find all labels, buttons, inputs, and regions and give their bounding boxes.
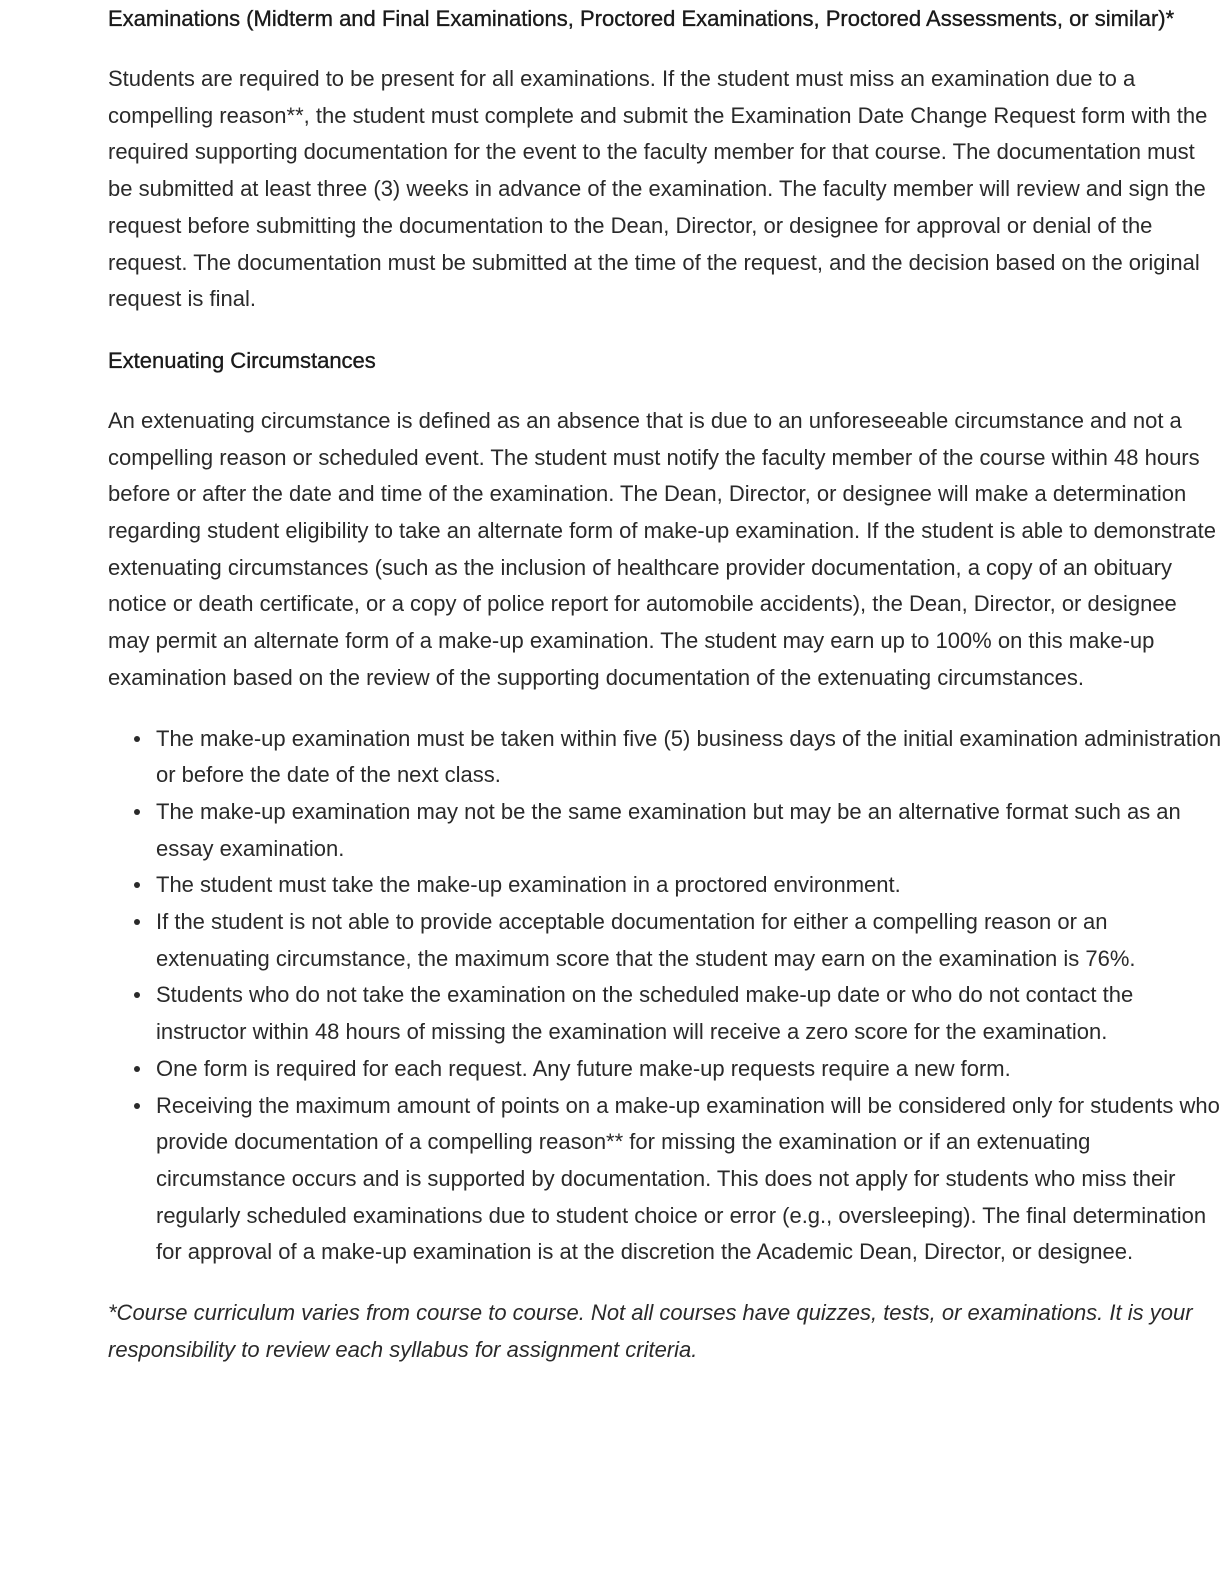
- document-page: [108, 0, 1224, 1369]
- list-item: Receiving the maximum amount of points on a make-up examination will be considered only for students who provide documentation of a compelling reason** for missing the examination or if an extenuating circumstance occurs and is supported by documentation. This does not apply for students who miss their regularly scheduled examinations due to student choice or error (e.g., oversleeping). The final determination for approval of a make-up examination is at the discretion the Academic Dean, Director, or designee.: [156, 1088, 1224, 1272]
- extenuating-circumstances-heading: Extenuating Circumstances: [108, 347, 376, 373]
- spacer: [108, 1271, 1224, 1295]
- examinations-heading: Examinations (Midterm and Final Examinations, Proctored Examinations, Proctored Assessments, or similar)*: [108, 6, 1175, 31]
- list-item: If the student is not able to provide acceptable documentation for either a compelling reason or an extenuating circumstance, the maximum score that the student may earn on the examination is 76%.: [156, 904, 1224, 977]
- spacer: [108, 37, 1224, 61]
- list-item: The make-up examination must be taken within five (5) business days of the initial examination administration or before the date of the next class.: [156, 721, 1224, 794]
- list-item: One form is required for each request. Any future make-up requests require a new form.: [156, 1051, 1224, 1088]
- list-item: Students who do not take the examination on the scheduled make-up date or who do not contact the instructor within 48 hours of missing the examination will receive a zero score for the examination.: [156, 977, 1224, 1050]
- list-item: The student must take the make-up examination in a proctored environment.: [156, 867, 1224, 904]
- spacer: [108, 318, 1224, 342]
- extenuating-circumstances-paragraph: An extenuating circumstance is defined as an absence that is due to an unforeseeable circumstance and not a compelling reason or scheduled event. The student must notify the faculty member of the course within 48 hours before or after the date and time of the examination. The Dean, Director, or designee will make a determination regarding student eligibility to take an alternate form of make-up examination. If the student is able to demonstrate extenuating circumstances (such as the inclusion of healthcare provider documentation, a copy of an obituary notice or death certificate, or a copy of police report for automobile accidents), the Dean, Director, or designee may permit an alternate form of a make-up examination. The student may earn up to 100% on this make-up examination based on the review of the supporting documentation of the extenuating circumstances.: [108, 407, 1216, 690]
- spacer: [108, 697, 1224, 721]
- spacer: [108, 379, 1224, 403]
- make-up-rules-list: [108, 721, 1224, 1272]
- list-item: The make-up examination may not be the same examination but may be an alternative format such as an essay examination.: [156, 794, 1224, 867]
- course-curriculum-footnote: *Course curriculum varies from course to course. Not all courses have quizzes, tests, or examinations. It is your responsibility to review each syllabus for assignment criteria.: [108, 1300, 1193, 1362]
- examinations-paragraph: Students are required to be present for all examinations. If the student must miss an examination due to a compelling reason**, the student must complete and submit the Examination Date Change Request form with the required supporting documentation for the event to the faculty member for that course. The documentation must be submitted at least three (3) weeks in advance of the examination. The faculty member will review and sign the request before submitting the documentation to the Dean, Director, or designee for approval or denial of the request. The documentation must be submitted at the time of the request, and the decision based on the original request is final.: [108, 66, 1208, 312]
